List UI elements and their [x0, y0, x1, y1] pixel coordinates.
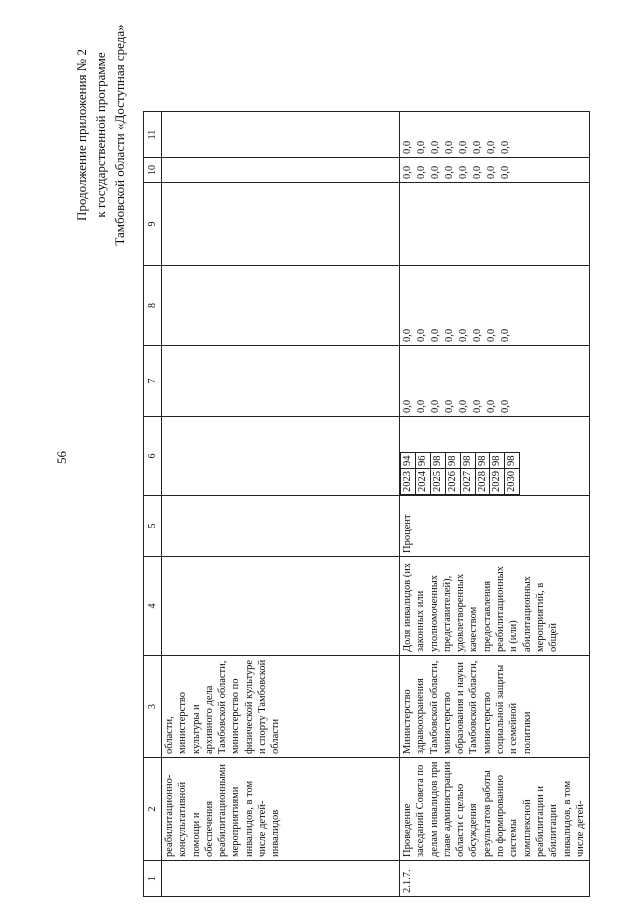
col-header-2: 2 [144, 758, 162, 861]
value-cell [499, 186, 513, 262]
value-cell: 0,0 [416, 165, 427, 179]
value-cell: 0,0 [430, 399, 441, 413]
year-value: 98 [505, 453, 520, 469]
col-header-8: 8 [144, 266, 162, 346]
value-cell: 0,0 [430, 328, 441, 342]
cell-years [400, 417, 590, 496]
col-header-4: 4 [144, 557, 162, 656]
year-value: 98 [475, 453, 490, 469]
year-value: 98 [490, 453, 505, 469]
value-cell: 0,0 [486, 140, 497, 154]
value-cell: 0,0 [486, 165, 497, 179]
value-cell [443, 186, 457, 262]
value-cell: 0,0 [444, 165, 455, 179]
value-cell: 0,0 [458, 399, 469, 413]
year-row [415, 453, 430, 495]
cell-number [162, 861, 400, 897]
cell-col10 [400, 158, 590, 183]
year-row [401, 453, 416, 495]
cell-executors: Министерство здравоохранения Тамбовской области, министерство образования и науки Тамбовской области, министерство социальной защиты и семейной политики [400, 656, 590, 758]
year-label: 2029 [490, 469, 505, 495]
cell-event: Проведение заседаний Совета по делам инвалидов при главе администрации области с целью обсуждения результатов работы по формированию системы комплексной реабилитации и абилитации инвалидов, в том числе детей- [400, 758, 590, 861]
value-cell [485, 186, 499, 262]
year-label: 2028 [475, 469, 490, 495]
year-value: 94 [401, 453, 416, 469]
year-label: 2023 [401, 469, 416, 495]
value-cell: 0,0 [472, 328, 483, 342]
year-label: 2024 [415, 469, 430, 495]
year-label: 2026 [445, 469, 460, 495]
cell-col9 [400, 183, 590, 266]
year-row [475, 453, 490, 495]
value-cell: 0,0 [458, 328, 469, 342]
cell-unit: Процент [400, 496, 590, 557]
value-cell: 0,0 [402, 399, 413, 413]
year-row [430, 453, 445, 495]
cell-executors: области, министерство культуры и архивного дела Тамбовской области, министерство по физической культуре и спорту Тамбовской области [162, 656, 400, 758]
year-label: 2025 [430, 469, 445, 495]
cell-indicator: Доля инвалидов (их законных или уполномоченных представителей), удовлетворенных качеством предоставления реабилитационных и (или) абилитационных мероприятий, в общей [400, 557, 590, 656]
heading-line-1: Продолжение приложения № 2 [74, 49, 89, 221]
cell-col9 [162, 183, 400, 266]
value-cell: 0,0 [472, 140, 483, 154]
cell-col7 [162, 346, 400, 417]
cell-col10 [162, 158, 400, 183]
value-cell [415, 186, 429, 262]
value-cell [401, 186, 415, 262]
cell-col11 [400, 112, 590, 158]
heading-line-2: к государственной программе [93, 52, 108, 218]
value-cell: 0,0 [500, 140, 511, 154]
year-value: 96 [415, 453, 430, 469]
value-cell: 0,0 [416, 140, 427, 154]
cell-years [162, 417, 400, 496]
cell-col11 [162, 112, 400, 158]
cell-indicator [162, 557, 400, 656]
col-header-6: 6 [144, 417, 162, 496]
value-cell: 0,0 [500, 399, 511, 413]
heading-line-3: Тамбовской области «Доступная среда» [112, 24, 127, 246]
program-table [143, 111, 590, 897]
value-cell: 0,0 [402, 140, 413, 154]
year-row [460, 453, 475, 495]
cell-number: 2.1.7. [400, 861, 590, 897]
value-cell: 0,0 [402, 328, 413, 342]
years-table [400, 453, 520, 496]
value-cell: 0,0 [458, 165, 469, 179]
value-cell: 0,0 [430, 165, 441, 179]
year-row [490, 453, 505, 495]
year-value: 98 [430, 453, 445, 469]
year-row [445, 453, 460, 495]
cell-event: реабилитационно-консультативной помощи и обеспечения реабилитационными мероприятиями инвалидов, в том числе детей-инвалидов [162, 758, 400, 861]
value-cell: 0,0 [500, 328, 511, 342]
value-cell [471, 186, 485, 262]
value-cell: 0,0 [444, 140, 455, 154]
cell-col8 [400, 266, 590, 346]
col-header-7: 7 [144, 346, 162, 417]
year-value: 98 [445, 453, 460, 469]
value-cell: 0,0 [472, 165, 483, 179]
value-cell [457, 186, 471, 262]
year-label: 2030 [505, 469, 520, 495]
value-cell: 0,0 [486, 399, 497, 413]
value-cell: 0,0 [444, 399, 455, 413]
value-cell: 0,0 [416, 399, 427, 413]
document-heading [72, 5, 129, 265]
value-cell [429, 186, 443, 262]
page-number: 56 [54, 451, 69, 464]
table-row [162, 112, 400, 897]
value-cell: 0,0 [402, 165, 413, 179]
value-cell: 0,0 [444, 328, 455, 342]
cell-unit [162, 496, 400, 557]
value-cell: 0,0 [472, 399, 483, 413]
value-cell: 0,0 [458, 140, 469, 154]
col-header-9: 9 [144, 183, 162, 266]
col-header-11: 11 [144, 112, 162, 158]
col-header-1: 1 [144, 861, 162, 897]
year-row [505, 453, 520, 495]
cell-col8 [162, 266, 400, 346]
value-cell: 0,0 [500, 165, 511, 179]
header-row [144, 112, 162, 897]
cell-col7 [400, 346, 590, 417]
value-cell: 0,0 [416, 328, 427, 342]
year-value: 98 [460, 453, 475, 469]
year-label: 2027 [460, 469, 475, 495]
table-row [400, 112, 590, 897]
value-cell: 0,0 [430, 140, 441, 154]
col-header-10: 10 [144, 158, 162, 183]
value-cell: 0,0 [486, 328, 497, 342]
col-header-5: 5 [144, 496, 162, 557]
col-header-3: 3 [144, 656, 162, 758]
